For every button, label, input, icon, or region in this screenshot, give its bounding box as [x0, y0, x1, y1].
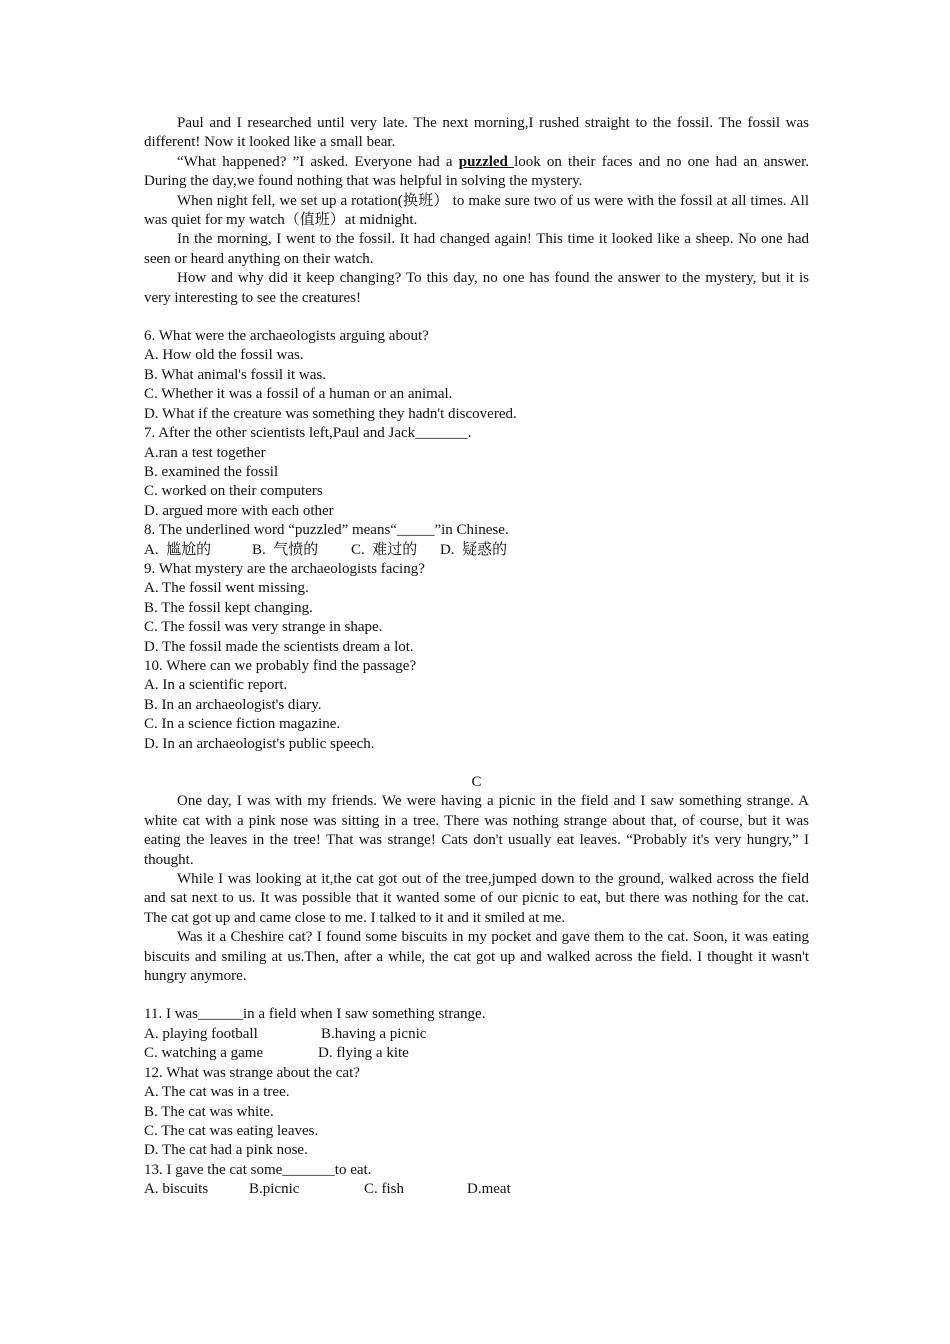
question-7-option-c: C. worked on their computers	[144, 483, 323, 500]
passage-c-paragraph-1: One day, I was with my friends. We were having a picnic in the field and I saw something strange. A white cat with a pink nose was sitting in a tree. There was nothing strange about that, of course, but it was eating the leaves in the tree! That was strange! Cats don't usually eat leaves. “Probably it's very hungry,” I thought.	[144, 793, 809, 868]
question-12-option-a: A. The cat was in a tree.	[144, 1084, 290, 1101]
question-9-option-d: D. The fossil made the scientists dream a lot.	[144, 638, 414, 655]
question-13-stem: 13. I gave the cat some_______to eat.	[144, 1161, 372, 1178]
question-8-options	[144, 541, 809, 560]
question-9-option-c: C. The fossil was very strange in shape.	[144, 619, 383, 636]
question-12-option-b: B. The cat was white.	[144, 1103, 274, 1120]
question-11-option-d: D. flying a kite	[318, 1045, 409, 1062]
question-8-option-b: B. 气愤的	[252, 541, 319, 558]
question-8-option-c: C. 难过的	[351, 541, 418, 558]
question-7-option-a: A.ran a test together	[144, 444, 266, 461]
question-10-option-a: A. In a scientific report.	[144, 677, 288, 694]
question-10-option-b: B. In an archaeologist's diary.	[144, 696, 322, 713]
passage-c-paragraph-2: While I was looking at it,the cat got out of the tree,jumped down to the ground, walked across the field and sat next to us. It was possible that it wanted some of our picnic to eat, but there was nothing for the cat. The cat got up and came close to me. I talked to it and it smiled at me.	[144, 871, 809, 926]
question-12-option-c: C. The cat was eating leaves.	[144, 1122, 319, 1139]
question-9-option-a: A. The fossil went missing.	[144, 580, 309, 597]
passage-b-paragraph-2	[144, 153, 809, 192]
question-6-option-c: C. Whether it was a fossil of a human or an animal.	[144, 386, 453, 403]
question-9-stem: 9. What mystery are the archaeologists facing?	[144, 560, 425, 577]
passage-b-paragraph-4: In the morning, I went to the fossil. It had changed again! This time it looked like a sheep. No one had seen or heard anything on their watch.	[144, 231, 809, 267]
passage-b-paragraph-1: Paul and I researched until very late. The next morning,I rushed straight to the fossil. The fossil was different! Now it looked like a small bear.	[144, 115, 809, 151]
question-9-option-b: B. The fossil kept changing.	[144, 599, 313, 616]
question-11-option-c: C. watching a game	[144, 1045, 264, 1062]
passage-b-paragraph-3: When night fell, we set up a rotation(换班） to make sure two of us were with the fossil at all times. All was quiet for my watch（值班）at midnight.	[144, 192, 809, 229]
question-11-stem: 11. I was______in a field when I saw something strange.	[144, 1006, 486, 1023]
question-7-option-d: D. argued more with each other	[144, 502, 334, 519]
passage-c-paragraph-3: Was it a Cheshire cat? I found some biscuits in my pocket and gave them to the cat. Soon, it was eating biscuits and smiling at us.Then, after a while, the cat got up and walked across the field. I thought it wasn't hungry anymore.	[144, 929, 809, 985]
question-8-stem: 8. The underlined word “puzzled” means“_____”in Chinese.	[144, 522, 509, 539]
paragraph-2-text-before: “What happened? ”I asked. Everyone had a	[177, 153, 459, 170]
question-12-stem: 12. What was strange about the cat?	[144, 1064, 360, 1081]
paragraph-2-text-after: look on their faces and no one had an answer. During the day,we found nothing that was helpful in solving the mystery.	[144, 153, 809, 190]
question-6-option-a: A. How old the fossil was.	[144, 347, 304, 364]
question-10-stem: 10. Where can we probably find the passage?	[144, 657, 417, 674]
question-7-stem: 7. After the other scientists left,Paul and Jack_______.	[144, 425, 472, 442]
question-11-options-row-2	[144, 1044, 809, 1063]
question-8-option-a: A. 尴尬的	[144, 541, 212, 558]
underlined-word-puzzled: puzzled	[458, 153, 515, 170]
question-6-option-d: D. What if the creature was something they hadn't discovered.	[144, 405, 517, 422]
question-13-option-d: D.meat	[467, 1181, 511, 1198]
passage-b-paragraph-5: How and why did it keep changing? To this day, no one has found the answer to the mystery, but it is very interesting to see the creatures!	[144, 270, 809, 306]
question-8-option-d: D. 疑惑的	[440, 541, 508, 558]
question-10-option-c: C. In a science fiction magazine.	[144, 716, 341, 733]
passage-c-heading: C	[471, 774, 482, 790]
question-11-options-row-1	[144, 1025, 809, 1044]
question-12-option-d: D. The cat had a pink nose.	[144, 1142, 308, 1159]
question-11-option-a: A. playing football	[144, 1025, 258, 1042]
question-6-stem: 6. What were the archaeologists arguing about?	[144, 328, 429, 345]
document-page	[144, 114, 809, 1200]
question-13-option-a: A. biscuits	[144, 1181, 209, 1198]
question-13-option-c: C. fish	[364, 1181, 405, 1198]
question-13-options	[144, 1180, 809, 1199]
question-6-option-b: B. What animal's fossil it was.	[144, 366, 326, 383]
question-10-option-d: D. In an archaeologist's public speech.	[144, 735, 375, 752]
question-7-option-b: B. examined the fossil	[144, 463, 279, 480]
question-11-option-b: B.having a picnic	[321, 1025, 427, 1042]
question-13-option-b: B.picnic	[249, 1181, 300, 1198]
